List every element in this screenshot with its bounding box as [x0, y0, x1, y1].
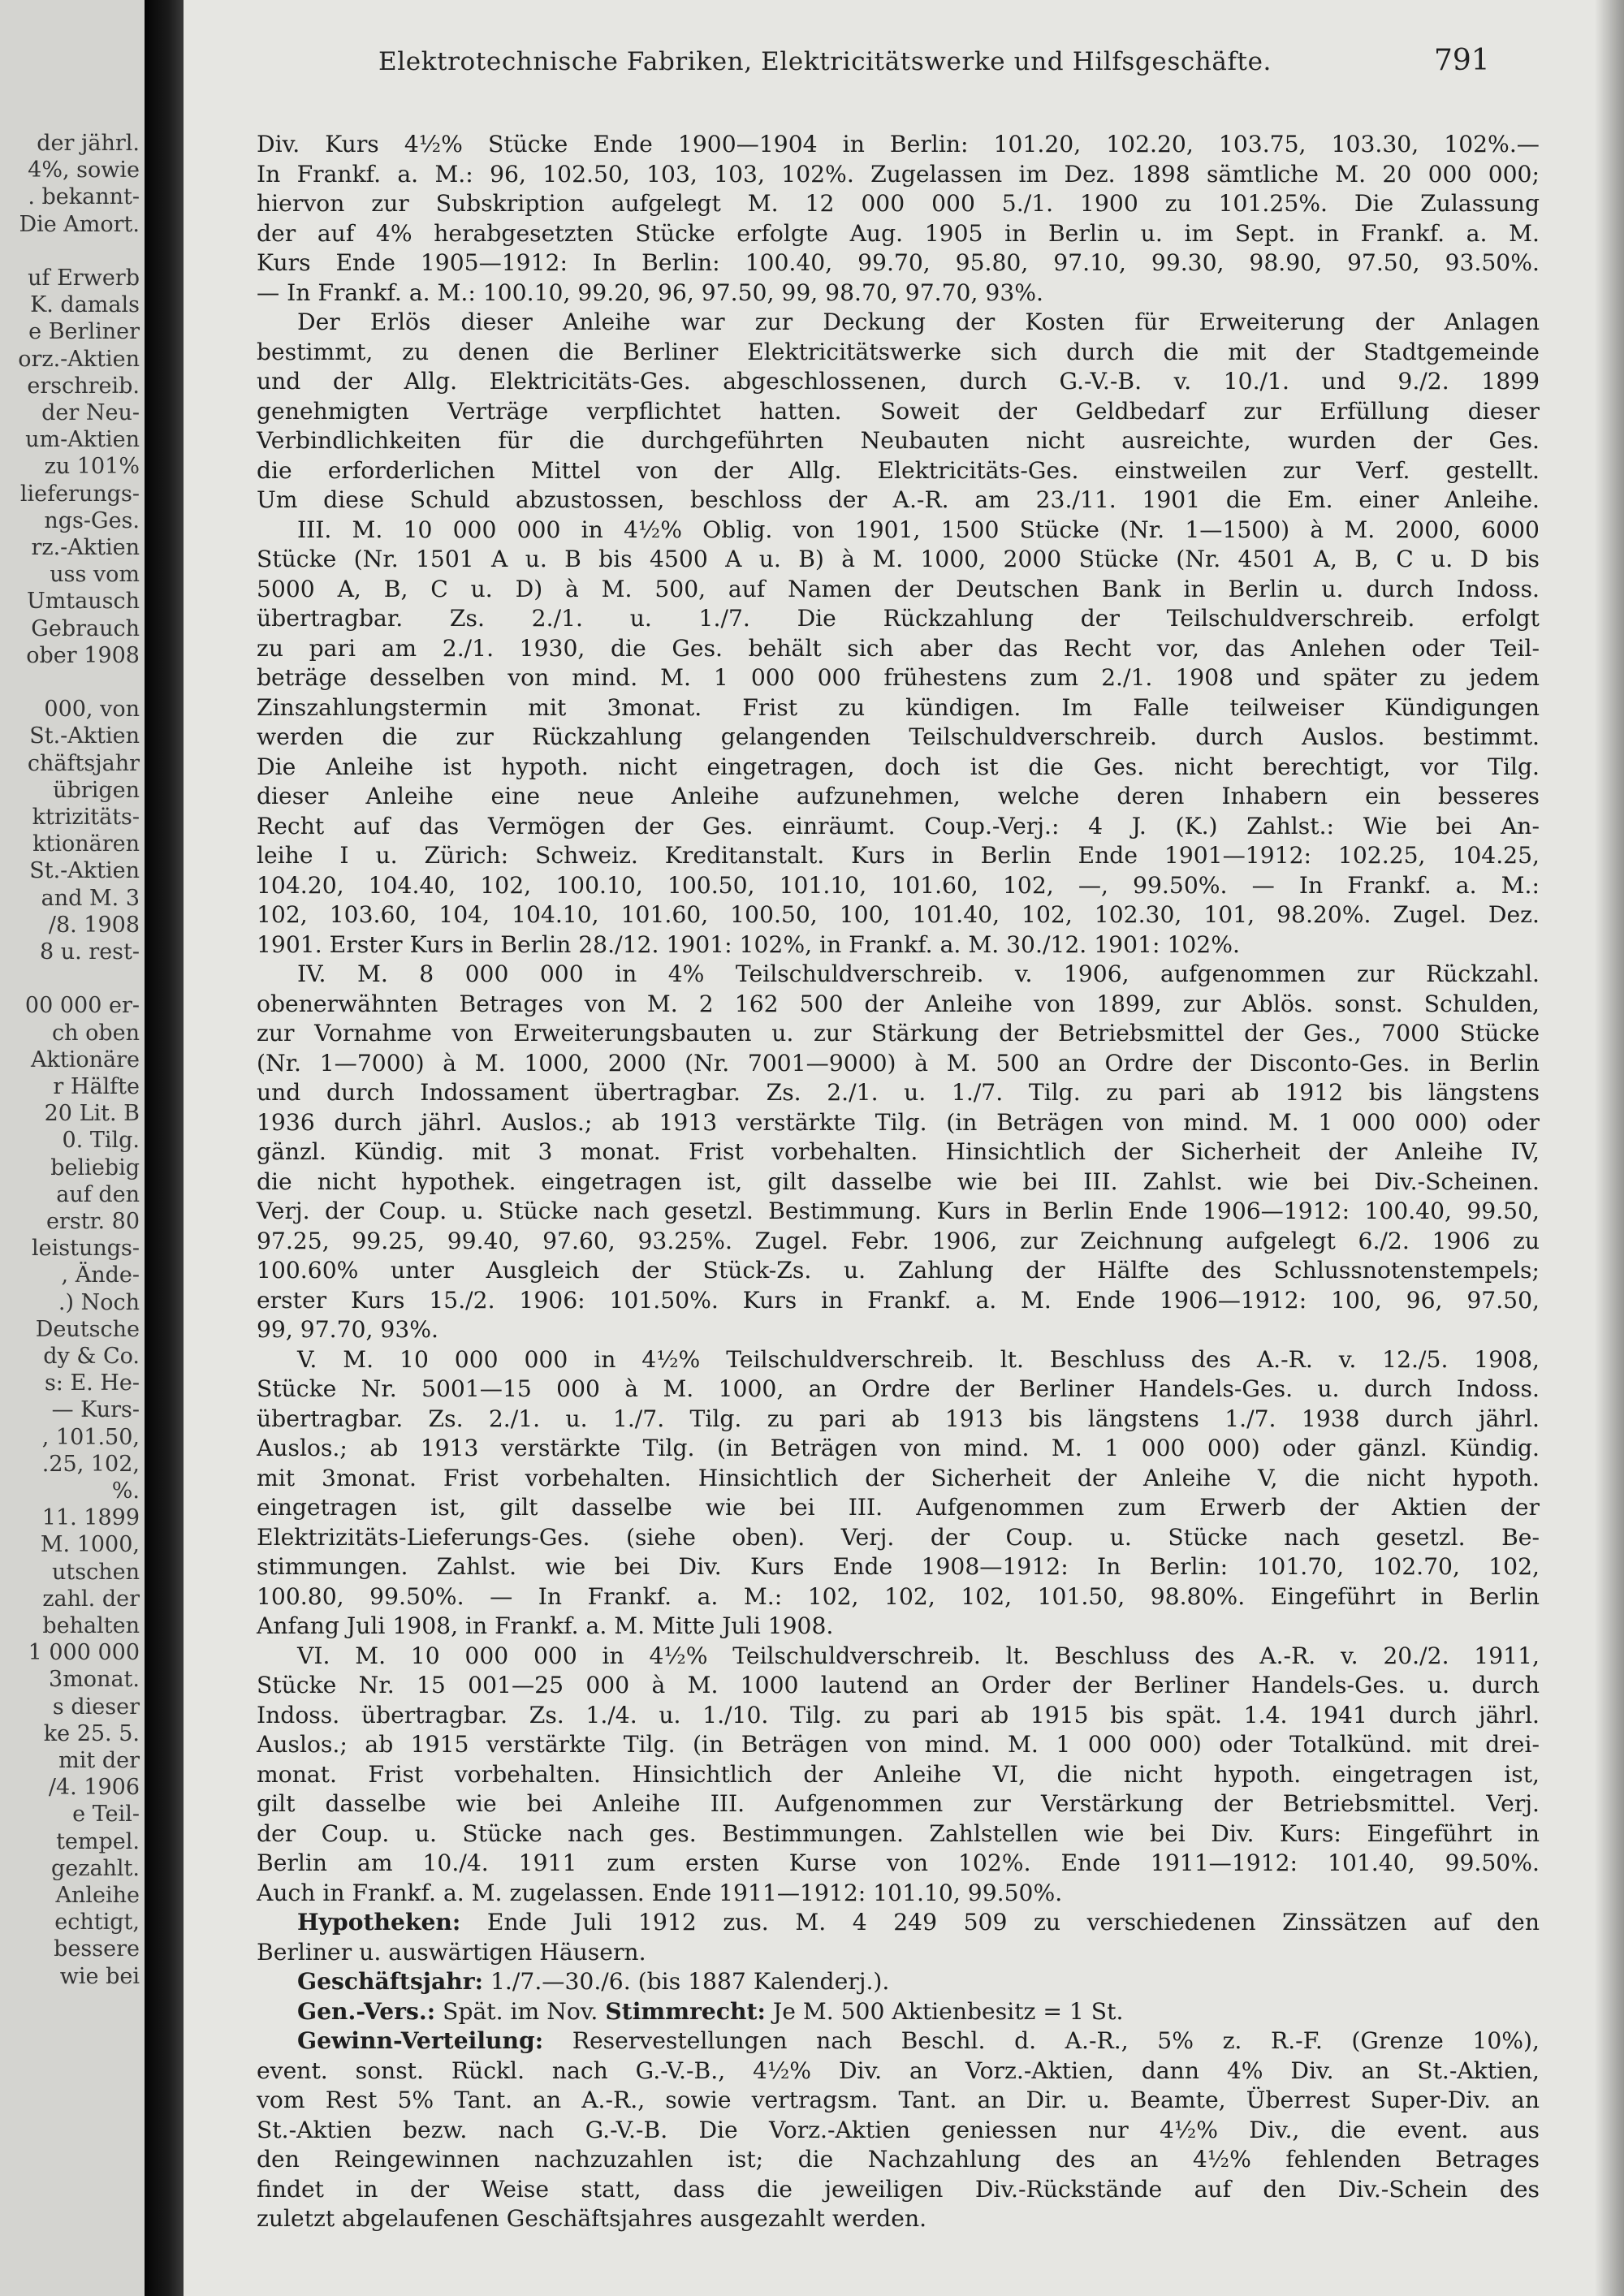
text-line: Geschäftsjahr: 1./7.—30./6. (bis 1887 Kalenderj.).: [297, 1968, 890, 1995]
text-line: Gen.-Vers.: Spät. im Nov. Stimmrecht: Je M. 500 Aktienbesitz = 1 St.: [297, 1997, 1124, 2025]
previous-page-fragment: /4. 1906: [48, 1775, 140, 1801]
text-line: Anfang Juli 1908, in Frankf. a. M. Mitte Juli 1908.: [257, 1612, 834, 1639]
text-line: mit 3monat. Frist vorbehalten. Hinsichtlich der Sicherheit der Anleihe V, die nicht hypoth.: [257, 1464, 1540, 1491]
previous-page-fragment: ktionären: [32, 831, 140, 857]
previous-page-fragment: der Neu-: [41, 400, 140, 425]
previous-page-fragment: utschen: [52, 1559, 140, 1585]
previous-page-fragment: uf Erwerb: [28, 265, 140, 291]
text-line: stimmungen. Zahlst. wie bei Div. Kurs Ende 1908—1912: In Berlin: 101.70, 102.70, 102,: [257, 1553, 1540, 1580]
previous-page-fragment: Anleihe: [55, 1883, 140, 1908]
section-label: Stimmrecht:: [605, 1997, 766, 2025]
text-line: werden die zur Rückzahlung gelangenden Teilschuldverschreib. durch Auslos. bestimmt.: [257, 723, 1540, 750]
previous-page-fragment: , 101.50,: [41, 1424, 140, 1450]
previous-page-fragment: St.-Aktien: [29, 723, 140, 749]
text-line: Recht auf das Vermögen der Ges. einräumt. Coup.-Verj.: 4 J. (K.) Zahlst.: Wie bei An-: [257, 812, 1540, 839]
text-line: 102, 103.60, 104, 104.10, 101.60, 100.50, 100, 101.40, 102, 102.30, 101, 98.20%. Zugel. Dez.: [257, 901, 1540, 928]
previous-page-fragment: rz.-Aktien: [31, 535, 140, 560]
book-gutter: [145, 0, 184, 2296]
text-line: Kurs Ende 1905—1912: In Berlin: 100.40, 99.70, 95.80, 97.10, 99.30, 98.90, 97.50, 93.50%.: [257, 249, 1540, 276]
previous-page-fragment: ke 25. 5.: [43, 1720, 140, 1746]
previous-page-fragment: ch oben: [52, 1020, 140, 1046]
previous-page-fragment: um-Aktien: [25, 427, 140, 453]
previous-page-fragment: ngs-Ges.: [44, 507, 140, 533]
text-line: 99, 97.70, 93%.: [257, 1316, 439, 1343]
text-line: eingetragen ist, gilt dasselbe wie bei III. Aufgenommen zum Erwerb der Aktien der: [257, 1494, 1540, 1521]
previous-page-fragment: Aktionäre: [31, 1047, 140, 1072]
previous-page-fragment: beliebig: [50, 1154, 140, 1180]
previous-page-fragment: and M. 3: [41, 885, 140, 911]
text-line: Stücke Nr. 5001—15 000 à M. 1000, an Ordre der Berliner Handels-Ges. u. durch Indoss.: [257, 1375, 1540, 1402]
text-line: leihe I u. Zürich: Schweiz. Kreditanstalt. Kurs in Berlin Ende 1901—1912: 102.25, 104.25,: [257, 842, 1540, 869]
text-line: 1936 durch jährl. Auslos.; ab 1913 verstärkte Tilg. (in Beträgen von mind. M. 1 000 000) oder: [257, 1108, 1540, 1136]
previous-page-fragment: — Kurs-: [51, 1397, 140, 1423]
text-line: zur Vornahme von Erweiterungsbauten u. zur Stärkung der Betriebsmittel der Ges., 7000 Stücke: [257, 1020, 1540, 1047]
previous-page-fragment: /8. 1908: [48, 912, 140, 938]
text-line: III. M. 10 000 000 in 4½% Oblig. von 1901, 1500 Stücke (Nr. 1—1500) à M. 2000, 6000: [297, 516, 1540, 543]
text-line: der Coup. u. Stücke nach ges. Bestimmungen. Zahlstellen wie bei Div. Kurs: Eingeführt in: [257, 1819, 1540, 1847]
previous-page-fragment: dy & Co.: [43, 1344, 140, 1369]
previous-page-fragment: . bekannt-: [28, 184, 140, 210]
text-line: obenerwähnten Betrages von M. 2 162 500 der Anleihe von 1899, zur Ablös. sonst. Schulden,: [257, 990, 1540, 1017]
text-line: Indoss. übertragbar. Zs. 1./4. u. 1./10. Tilg. zu pari ab 1915 bis spät. 1.4. 1941 durch jährl.: [257, 1701, 1540, 1728]
previous-page-fragment: uss vom: [50, 562, 140, 588]
previous-page-fragment: chäftsjahr: [27, 750, 140, 776]
text-line: Gewinn-Verteilung: Reservestellungen nach Beschl. d. A.-R., 5% z. R.-F. (Grenze 10%),: [297, 2027, 1540, 2054]
text-line: Auslos.; ab 1913 verstärkte Tilg. (in Beträgen von mind. M. 1 000 000) oder gänzl. Kündig.: [257, 1435, 1540, 1461]
previous-page-fragment: 11. 1899: [41, 1505, 140, 1531]
text-line: Berlin am 10./4. 1911 zum ersten Kurse von 102%. Ende 1911—1912: 101.40, 99.50%.: [257, 1849, 1540, 1876]
previous-page-fragment: .) Noch: [58, 1289, 140, 1315]
previous-page-fragment: echtigt,: [54, 1910, 140, 1936]
text-line: event. sonst. Rückl. nach G.-V.-B., 4½% Div. an Vorz.-Aktien, dann 4% Div. an St.-Aktien,: [257, 2056, 1540, 2084]
text-line: beträge desselben von mind. M. 1 000 000 frühestens zum 2./1. 1908 und später zu jedem: [257, 664, 1540, 691]
text-line: vom Rest 5% Tant. an A.-R., sowie vertragsm. Tant. an Dir. u. Beamte, Überrest Super-Div. an: [257, 2087, 1540, 2113]
section-label: Gewinn-Verteilung:: [297, 2027, 544, 2054]
text-line: Zinszahlungstermin mit 3monat. Frist zu kündigen. Im Falle teilweiser Kündigungen: [257, 693, 1540, 721]
previous-page-fragment: 8 u. rest-: [39, 939, 140, 965]
previous-page-fragment: leistungs-: [32, 1236, 140, 1262]
previous-page-fragment: 3monat.: [49, 1667, 140, 1693]
text-line: (Nr. 1—7000) à M. 1000, 2000 (Nr. 7001—9000) à M. 500 an Ordre der Disconto-Ges. in Berlin: [257, 1049, 1540, 1077]
previous-page-fragment: zahl. der: [42, 1586, 140, 1612]
text-line: VI. M. 10 000 000 in 4½% Teilschuldverschreib. lt. Beschluss des A.-R. v. 20./2. 1911,: [297, 1642, 1540, 1669]
previous-page-fragment: lieferungs-: [19, 481, 140, 507]
text-line: Stücke (Nr. 1501 A u. B bis 4500 A u. B) à M. 1000, 2000 Stücke (Nr. 4501 A, B, C u. D bis: [257, 546, 1540, 572]
page-number: 791: [1434, 44, 1490, 77]
text-line: gänzl. Kündig. mit 3 monat. Frist vorbehalten. Hinsichtlich der Sicherheit der Anleihe IV,: [257, 1138, 1540, 1165]
previous-page-fragment: behalten: [42, 1613, 140, 1638]
previous-page-fragment: s: E. He-: [44, 1370, 140, 1396]
text-line: Auch in Frankf. a. M. zugelassen. Ende 1911—1912: 101.10, 99.50%.: [257, 1879, 1063, 1906]
text-line: IV. M. 8 000 000 in 4% Teilschuldverschreib. v. 1906, aufgenommen zur Rückzahl.: [297, 960, 1540, 987]
previous-page-fragment: 0. Tilg.: [62, 1128, 140, 1154]
section-label: Hypotheken:: [297, 1909, 461, 1936]
previous-page-fragment: auf den: [56, 1181, 140, 1207]
text-line: Hypotheken: Ende Juli 1912 zus. M. 4 249 509 zu verschiedenen Zinssätzen auf den: [297, 1909, 1540, 1936]
body-text: [257, 130, 1540, 2234]
text-line: dieser Anleihe eine neue Anleihe aufzunehmen, welche deren Inhabern ein besseres: [257, 783, 1540, 809]
text-line: findet in der Weise statt, dass die jeweiligen Div.-Rückstände auf den Div.-Schein des: [257, 2175, 1540, 2203]
previous-page-fragment: , Ände-: [61, 1262, 140, 1288]
text-line: 97.25, 99.25, 99.40, 97.60, 93.25%. Zugel. Febr. 1906, zur Zeichnung aufgelegt 6./2. 1906 zu: [257, 1227, 1540, 1254]
previous-page-edge: [0, 0, 145, 2296]
text-line: hiervon zur Subskription aufgelegt M. 12 000 000 5./1. 1900 zu 101.25%. Die Zulassung: [257, 190, 1540, 217]
text-line: 100.80, 99.50%. — In Frankf. a. M.: 102, 102, 102, 101.50, 98.80%. Eingeführt in Berlin: [257, 1582, 1540, 1610]
running-title: Elektrotechnische Fabriken, Elektricitätswerke und Hilfsgeschäfte.: [378, 47, 1272, 76]
previous-page-fragment: M. 1000,: [40, 1532, 140, 1558]
previous-page-fragment: 20 Lit. B: [44, 1101, 140, 1127]
text-line: V. M. 10 000 000 in 4½% Teilschuldverschreib. lt. Beschluss des A.-R. v. 12./5. 1908,: [297, 1345, 1540, 1373]
previous-page-fragment: Gebrauch: [31, 615, 140, 641]
previous-page-fragment: orz.-Aktien: [18, 346, 140, 372]
previous-page-fragment: e Teil-: [72, 1802, 140, 1828]
previous-page-fragment: St.-Aktien: [29, 858, 140, 884]
text-line: die erforderlichen Mittel von der Allg. Elektricitäts-Ges. einstweilen zur Verf. gestellt.: [257, 456, 1540, 484]
previous-page-fragment: mit der: [58, 1748, 140, 1773]
text-line: Um diese Schuld abzustossen, beschloss der A.-R. am 23./11. 1901 die Em. einer Anleihe.: [257, 486, 1540, 513]
previous-page-fragment: ktrizitäts-: [32, 805, 140, 830]
text-line: der auf 4% herabgesetzten Stücke erfolgte Aug. 1905 in Berlin u. im Sept. in Frankf. a. M.: [257, 219, 1540, 247]
page: [184, 0, 1624, 2296]
previous-page-fragment: zu 101%: [44, 454, 140, 480]
text-line: Div. Kurs 4½% Stücke Ende 1900—1904 in Berlin: 101.20, 102.20, 103.75, 103.30, 102%.—: [257, 131, 1540, 158]
text-line: St.-Aktien bezw. nach G.-V.-B. Die Vorz.-Aktien geniessen nur 4½% Div., die event. aus: [257, 2116, 1540, 2143]
previous-page-fragment: .25, 102,: [41, 1451, 140, 1477]
previous-page-fragment: erstr. 80: [45, 1209, 140, 1234]
previous-page-fragment: 00 000 er-: [24, 993, 140, 1019]
text-line: 100.60% unter Ausgleich der Stück-Zs. u. Zahlung der Hälfte des Schlussnotenstempels;: [257, 1257, 1540, 1284]
previous-page-fragment: erschreib.: [27, 373, 140, 399]
text-line: Elektrizitäts-Lieferungs-Ges. (siehe oben). Verj. der Coup. u. Stücke nach gesetzl. Be-: [257, 1523, 1540, 1551]
text-line: Der Erlös dieser Anleihe war zur Deckung der Kosten für Erweiterung der Anlagen: [297, 309, 1540, 335]
text-line: übertragbar. Zs. 2./1. u. 1./7. Die Rückzahlung der Teilschuldverschreib. erfolgt: [257, 605, 1540, 632]
text-line: 104.20, 104.40, 102, 100.10, 100.50, 101.10, 101.60, 102, —, 99.50%. — In Frankf. a. M.:: [257, 871, 1540, 899]
previous-page-fragment: 000, von: [44, 697, 140, 723]
previous-page-fragment: ober 1908: [26, 642, 140, 668]
previous-page-fragment: wie bei: [59, 1963, 140, 1989]
previous-page-fragment: s dieser: [52, 1694, 140, 1720]
previous-page-fragment: bessere: [54, 1936, 140, 1962]
text-line: und der Allg. Elektricitäts-Ges. abgeschlossenen, durch G.-V.-B. v. 10./1. und 9./2. 1899: [257, 368, 1540, 395]
previous-page-fragment: Deutsche: [35, 1316, 140, 1342]
previous-page-fragment: 4%, sowie: [28, 158, 140, 183]
text-line: 1901. Erster Kurs in Berlin 28./12. 1901: 102%, in Frankf. a. M. 30./12. 1901: 102%.: [257, 930, 1240, 958]
text-line: Die Anleihe ist hypoth. nicht eingetragen, doch ist die Ges. nicht berechtigt, vor Tilg.: [257, 753, 1540, 780]
text-line: die nicht hypothek. eingetragen ist, gilt dasselbe wie bei III. Zahlst. wie bei Div.-Scheinen.: [257, 1167, 1540, 1195]
previous-page-fragment: der jährl.: [37, 131, 140, 156]
text-line: Stücke Nr. 15 001—25 000 à M. 1000 lautend an Order der Berliner Handels-Ges. u. durch: [257, 1672, 1540, 1698]
text-line: Verbindlichkeiten für die durchgeführten Neubauten nicht ausreichte, wurden der Ges.: [257, 427, 1540, 454]
section-label: Gen.-Vers.:: [297, 1997, 436, 2025]
text-line: Berliner u. auswärtigen Häusern.: [257, 1938, 646, 1966]
previous-page-fragment: K. damals: [30, 292, 140, 318]
previous-page-fragment: %.: [111, 1478, 140, 1504]
previous-page-fragment: Die Amort.: [19, 211, 140, 237]
text-line: In Frankf. a. M.: 96, 102.50, 103, 103, 102%. Zugelassen im Dez. 1898 sämtliche M. 20 000 000;: [257, 160, 1540, 188]
text-line: Verj. der Coup. u. Stücke nach gesetzl. Bestimmung. Kurs in Berlin Ende 1906—1912: 100.40, 99.50,: [257, 1198, 1540, 1224]
text-line: gilt dasselbe wie bei Anleihe III. Aufgenommen zur Verstärkung der Betriebsmittel. Verj.: [257, 1790, 1540, 1817]
text-line: zuletzt abgelaufenen Geschäftsjahres ausgezahlt werden.: [257, 2205, 927, 2232]
previous-page-fragment: 1 000 000: [28, 1640, 140, 1666]
text-line: — In Frankf. a. M.: 100.10, 99.20, 96, 97.50, 99, 98.70, 97.70, 93%.: [257, 278, 1044, 306]
text-line: monat. Frist vorbehalten. Hinsichtlich der Anleihe VI, die nicht hypoth. eingetragen ist,: [257, 1760, 1540, 1788]
text-line: 5000 A, B, C u. D) à M. 500, auf Namen der Deutschen Bank in Berlin u. durch Indoss.: [257, 575, 1540, 602]
previous-page-fragment: tempel.: [56, 1828, 140, 1854]
previous-page-fragment: gezahlt.: [50, 1855, 140, 1881]
text-line: den Reingewinnen nachzuzahlen ist; die Nachzahlung des an 4½% fehlenden Betrages: [257, 2146, 1540, 2173]
text-line: genehmigten Verträge verpflichtet hatten. Soweit der Geldbedarf zur Erfüllung dieser: [257, 397, 1540, 425]
previous-page-fragment: r Hälfte: [53, 1074, 140, 1099]
text-line: und durch Indossament übertragbar. Zs. 2./1. u. 1./7. Tilg. zu pari ab 1912 bis längstens: [257, 1079, 1540, 1106]
text-line: bestimmt, zu denen die Berliner Elektricitätswerke sich durch die mit der Stadtgemeinde: [257, 338, 1540, 365]
text-line: zu pari am 2./1. 1930, die Ges. behält sich aber das Recht vor, das Anlehen oder Teil-: [257, 634, 1540, 662]
text-line: übertragbar. Zs. 2./1. u. 1./7. Tilg. zu pari ab 1913 bis längstens 1./7. 1938 durch jährl.: [257, 1405, 1540, 1432]
previous-page-fragment: übrigen: [53, 777, 140, 803]
text-line: erster Kurs 15./2. 1906: 101.50%. Kurs in Frankf. a. M. Ende 1906—1912: 100, 96, 97.50,: [257, 1286, 1540, 1314]
section-label: Geschäftsjahr:: [297, 1968, 484, 1995]
previous-page-fragment: e Berliner: [28, 319, 140, 345]
text-line: Auslos.; ab 1915 verstärkte Tilg. (in Beträgen von mind. M. 1 000 000) oder Totalkünd. mit drei-: [257, 1731, 1540, 1758]
previous-page-fragment: Umtausch: [26, 589, 140, 615]
